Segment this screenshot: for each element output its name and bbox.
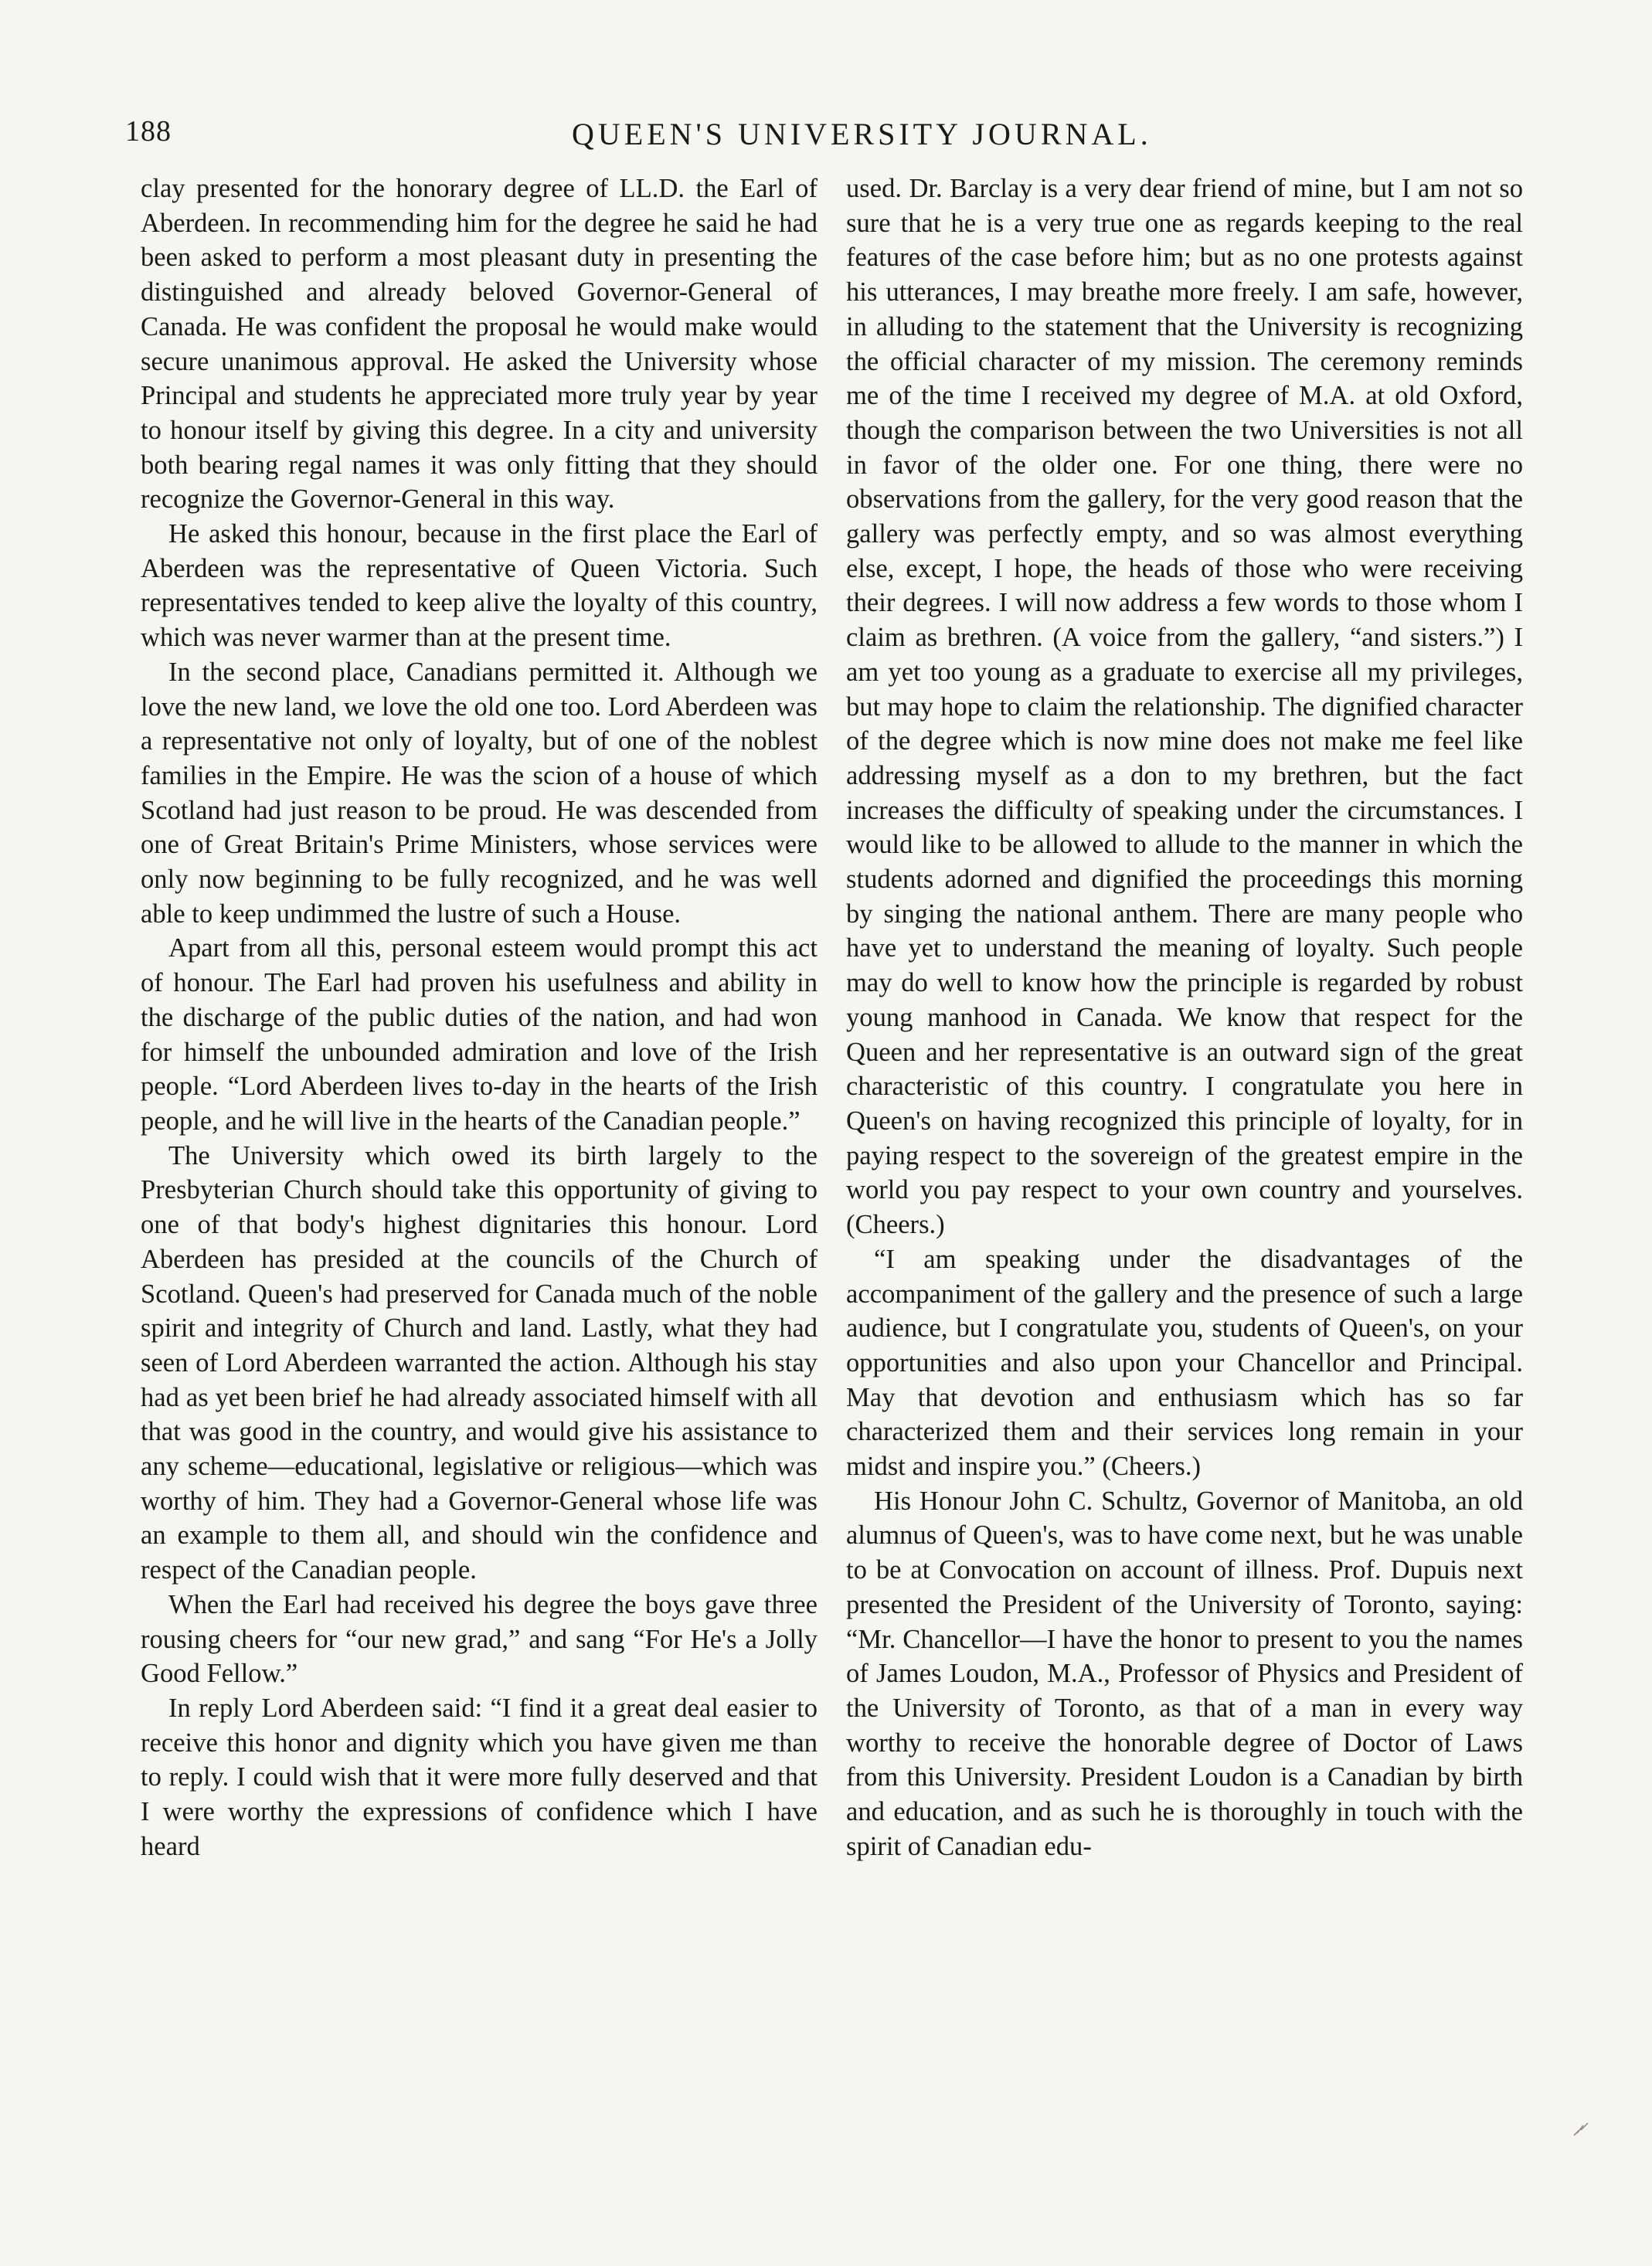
paragraph: “I am speaking under the disadvantages of the accompaniment of the gallery and the presence of such a large audience, but I congratulate you, students of Queen's, on your opportunities and also upon your Chancellor and Principal. May that devotion and enthusiasm which has so far characterized them and their services long remain in your midst and inspire you.” (Cheers.) bbox=[846, 1244, 1523, 1482]
page-number: 188 bbox=[125, 115, 172, 148]
left-column bbox=[141, 172, 818, 1863]
paragraph: His Honour John C. Schultz, Governor of Manitoba, an old alumnus of Queen's, was to have come next, but he was unable to be at Convocation on account of illness. Prof. Dupuis next presented the President of the University of Toronto, saying: “Mr. Chancellor—I have the honor to present to you the names of James Loudon, M.A., Professor of Physics and President of the University of Toronto, as that of a man in every way worthy to receive the honorable degree of Doctor of Laws from this University. President Loudon is a Canadian by birth and education, and as such he is thoroughly in touch with the spirit of Canadian edu- bbox=[846, 1486, 1523, 1861]
running-title: QUEEN'S UNIVERSITY JOURNAL. bbox=[572, 117, 1152, 151]
paragraph: clay presented for the honorary degree of LL.D. the Earl of Aberdeen. In recommending him for the degree he said he had been asked to perform a most pleasant duty in presenting the distinguished and already beloved Governor-General of Canada. He was confident the proposal he would make would secure unanimous approval. He asked the University whose Principal and students he appreciated more truly year by year to honour itself by giving this degree. In a city and university both bearing regal names it was only fitting that they should recognize the Governor-General in this way. bbox=[141, 174, 818, 515]
paragraph: When the Earl had received his degree the boys gave three rousing cheers for “our new grad,” and sang “For He's a Jolly Good Fellow.” bbox=[141, 1589, 818, 1689]
ink-speck-mark bbox=[1572, 2121, 1589, 2138]
page-header bbox=[0, 0, 1652, 155]
paragraph: He asked this honour, because in the first place the Earl of Aberdeen was the representative of Queen Victoria. Such representatives tended to keep alive the loyalty of this country, which was never warmer than at the present time. bbox=[141, 519, 818, 653]
paragraph: In the second place, Canadians permitted it. Although we love the new land, we love the old one too. Lord Aberdeen was a representative not only of loyalty, but of one of the noblest families in the Empire. He was the scion of a house of which Scotland had just reason to be proud. He was descended from one of Great Britain's Prime Ministers, whose services were only now beginning to be fully recognized, and he was well able to keep undimmed the lustre of such a House. bbox=[141, 657, 818, 929]
paragraph: used. Dr. Barclay is a very dear friend of mine, but I am not so sure that he is a very true one as regards keeping to the real features of the case before him; but as no one protests against his utterances, I may breathe more freely. I am safe, however, in alluding to the statement that the University is recognizing the official character of my mission. The ceremony reminds me of the time I received my degree of M.A. at old Oxford, though the comparison between the two Universities is not all in favor of the older one. For one thing, there were no observations from the gallery, for the very good reason that the gallery was perfectly empty, and so was almost everything else, except, I hope, the heads of those who were receiving their degrees. I will now address a few words to those whom I claim as brethren. (A voice from the gallery, “and sisters.”) I am yet too young as a graduate to exercise all my privileges, but may hope to claim the relationship. The dignified character of the degree which is now mine does not make me feel like addressing myself as a don to my brethren, but the fact increases the difficulty of speaking under the circumstances. I would like to be allowed to allude to the manner in which the students adorned and dignified the proceedings this morning by singing the national anthem. There are many people who have yet to understand the meaning of loyalty. Such people may do well to know how the principle is regarded by robust young manhood in Canada. We know that respect for the Queen and her representative is an outward sign of the great characteristic of this country. I congratulate you here in Queen's on having recognized this principle of loyalty, for in paying respect to the sovereign of the greatest empire in the world you pay respect to your own country and yourselves. (Cheers.) bbox=[846, 174, 1523, 1240]
paragraph: Apart from all this, personal esteem would prompt this act of honour. The Earl had proven his usefulness and ability in the discharge of the public duties of the nation, and had won for himself the unbounded admiration and love of the Irish people. “Lord Aberdeen lives to-day in the hearts of the Irish people, and he will live in the hearts of the Canadian people.” bbox=[141, 933, 818, 1136]
right-column bbox=[846, 172, 1523, 1863]
paragraph: In reply Lord Aberdeen said: “I find it a great deal easier to receive this honor and dignity which you have given me than to reply. I could wish that it were more fully deserved and that I were worthy the expressions of confidence which I have heard bbox=[141, 1693, 818, 1861]
paragraph: The University which owed its birth largely to the Presbyterian Church should take this opportunity of giving to one of that body's highest dignitaries this honour. Lord Aberdeen has presided at the councils of the Church of Scotland. Queen's had preserved for Canada much of the noble spirit and integrity of Church and land. Lastly, what they had seen of Lord Aberdeen warranted the action. Although his stay had as yet been brief he had already associated himself with all that was good in the country, and would give his assistance to any scheme—educational, legislative or religious—which was worthy of him. They had a Governor-General whose life was an example to them all, and should win the confidence and respect of the Canadian people. bbox=[141, 1140, 818, 1585]
